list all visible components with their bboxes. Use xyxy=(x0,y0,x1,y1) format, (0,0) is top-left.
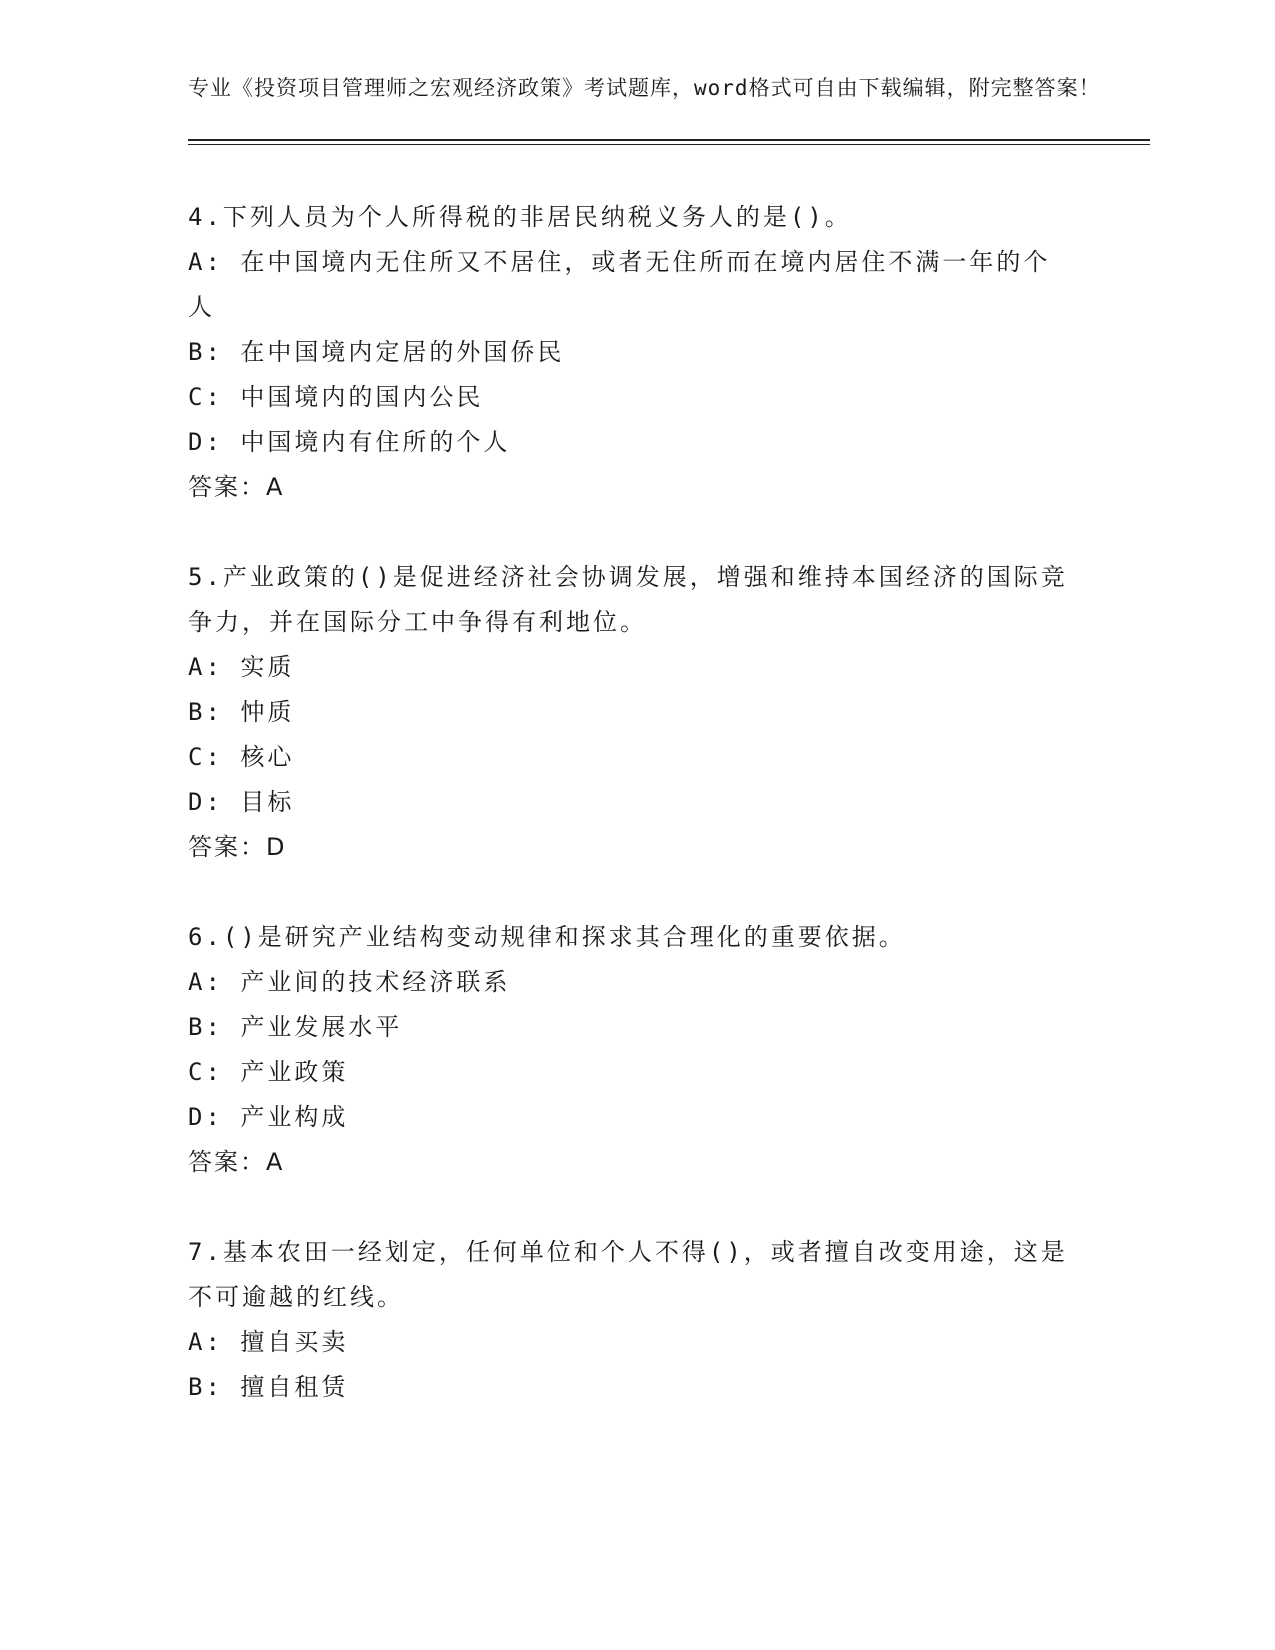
option-d: D: 中国境内有住所的个人 xyxy=(188,428,511,456)
document-intro: 专业《投资项目管理师之宏观经济政策》考试题库，word格式可自由下载编辑，附完整答案！ xyxy=(188,76,1101,100)
question-stem: 6.()是研究产业结构变动规律和探求其合理化的重要依据。 xyxy=(188,923,906,951)
header-divider xyxy=(188,139,1150,145)
question-5 xyxy=(188,555,1150,870)
option-a: A: 在中国境内无住所又不居住，或者无住所而在境内居住不满一年的个人 xyxy=(188,248,1051,321)
answer-label: 答案：D xyxy=(188,833,287,861)
option-c: C: 核心 xyxy=(188,743,295,771)
question-stem: 4.下列人员为个人所得税的非居民纳税义务人的是()。 xyxy=(188,203,852,231)
answer-label: 答案：A xyxy=(188,473,285,501)
question-4 xyxy=(188,195,1150,510)
option-b: B: 在中国境内定居的外国侨民 xyxy=(188,338,565,366)
document-page xyxy=(188,72,1150,1455)
option-b: B: 产业发展水平 xyxy=(188,1013,403,1041)
option-a: A: 产业间的技术经济联系 xyxy=(188,968,511,996)
option-a: A: 实质 xyxy=(188,653,295,681)
option-d: D: 目标 xyxy=(188,788,295,816)
option-c: C: 产业政策 xyxy=(188,1058,349,1086)
question-stem: 7.基本农田一经划定，任何单位和个人不得()，或者擅自改变用途，这是不可逾越的红线。 xyxy=(188,1238,1068,1311)
option-d: D: 产业构成 xyxy=(188,1103,349,1131)
option-c: C: 中国境内的国内公民 xyxy=(188,383,484,411)
option-b: B: 忡质 xyxy=(188,698,295,726)
answer-label: 答案：A xyxy=(188,1148,285,1176)
question-stem: 5.产业政策的()是促进经济社会协调发展，增强和维持本国经济的国际竞争力，并在国际分工中争得有利地位。 xyxy=(188,563,1068,636)
option-b: B: 擅自租赁 xyxy=(188,1373,349,1401)
question-list xyxy=(188,195,1150,1410)
question-7 xyxy=(188,1230,1150,1410)
option-a: A: 擅自买卖 xyxy=(188,1328,349,1356)
question-6 xyxy=(188,915,1150,1185)
